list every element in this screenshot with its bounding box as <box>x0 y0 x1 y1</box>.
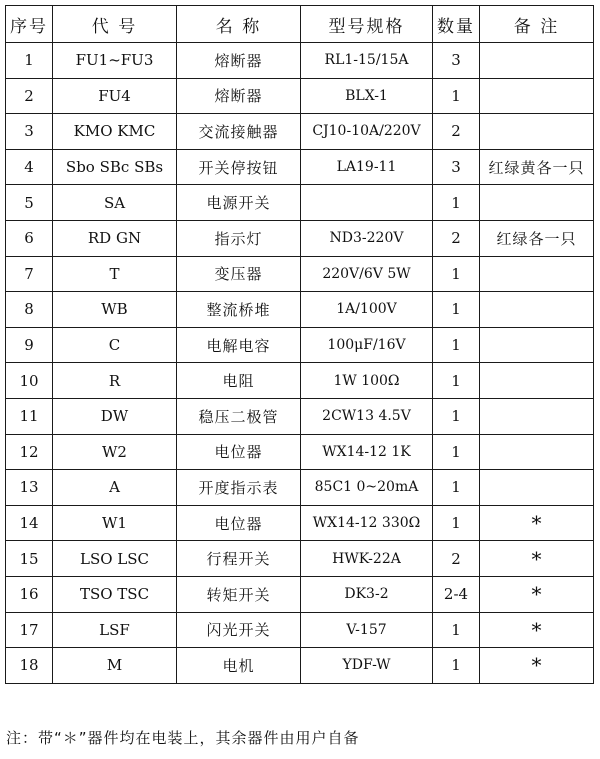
table-row <box>6 292 594 328</box>
table-row <box>6 149 594 185</box>
cell-model <box>301 185 433 221</box>
cell-qty: 1 <box>433 470 480 506</box>
cell-seq: 12 <box>6 434 53 470</box>
cell-name: 电位器 <box>177 505 301 541</box>
cell-remark: * <box>480 612 594 648</box>
cell-qty: 2-4 <box>433 576 480 612</box>
cell-name: 熔断器 <box>177 43 301 79</box>
cell-qty: 1 <box>433 78 480 114</box>
cell-code: W2 <box>53 434 177 470</box>
cell-model: 85C1 0~20mA <box>301 470 433 506</box>
cell-remark <box>480 363 594 399</box>
cell-name: 整流桥堆 <box>177 292 301 328</box>
cell-code: LSF <box>53 612 177 648</box>
table-row <box>6 363 594 399</box>
header-row <box>6 6 594 43</box>
cell-model: ND3-220V <box>301 220 433 256</box>
cell-model: V-157 <box>301 612 433 648</box>
cell-model: WX14-12 330Ω <box>301 505 433 541</box>
table-row <box>6 470 594 506</box>
header-remark: 备 注 <box>480 6 594 43</box>
parts-list-table <box>5 5 594 684</box>
cell-qty: 1 <box>433 327 480 363</box>
cell-qty: 1 <box>433 505 480 541</box>
cell-code: WB <box>53 292 177 328</box>
cell-seq: 3 <box>6 114 53 150</box>
cell-qty: 1 <box>433 363 480 399</box>
header-name: 名 称 <box>177 6 301 43</box>
table-row <box>6 78 594 114</box>
cell-seq: 7 <box>6 256 53 292</box>
cell-seq: 11 <box>6 398 53 434</box>
cell-seq: 5 <box>6 185 53 221</box>
cell-seq: 4 <box>6 149 53 185</box>
cell-remark <box>480 470 594 506</box>
cell-seq: 14 <box>6 505 53 541</box>
cell-model: 2CW13 4.5V <box>301 398 433 434</box>
cell-model: DK3-2 <box>301 576 433 612</box>
cell-qty: 3 <box>433 43 480 79</box>
cell-qty: 2 <box>433 541 480 577</box>
cell-code: T <box>53 256 177 292</box>
cell-model: RL1-15/15A <box>301 43 433 79</box>
table-row <box>6 327 594 363</box>
cell-seq: 13 <box>6 470 53 506</box>
cell-seq: 18 <box>6 648 53 684</box>
cell-seq: 2 <box>6 78 53 114</box>
table-row <box>6 398 594 434</box>
header-code: 代 号 <box>53 6 177 43</box>
table-row <box>6 185 594 221</box>
cell-qty: 3 <box>433 149 480 185</box>
cell-code: Sbo SBc SBs <box>53 149 177 185</box>
cell-qty: 1 <box>433 185 480 221</box>
cell-remark <box>480 78 594 114</box>
table-row <box>6 541 594 577</box>
cell-seq: 6 <box>6 220 53 256</box>
header-seq: 序号 <box>6 6 53 43</box>
cell-name: 转矩开关 <box>177 576 301 612</box>
cell-remark: 红绿各一只 <box>480 220 594 256</box>
cell-code: LSO LSC <box>53 541 177 577</box>
table-row <box>6 576 594 612</box>
cell-model: BLX-1 <box>301 78 433 114</box>
cell-remark <box>480 185 594 221</box>
cell-seq: 10 <box>6 363 53 399</box>
table-row <box>6 43 594 79</box>
cell-name: 行程开关 <box>177 541 301 577</box>
cell-remark <box>480 256 594 292</box>
cell-remark: 红绿黄各一只 <box>480 149 594 185</box>
cell-seq: 8 <box>6 292 53 328</box>
cell-qty: 1 <box>433 256 480 292</box>
table-row <box>6 612 594 648</box>
cell-code: RD GN <box>53 220 177 256</box>
cell-model: 1A/100V <box>301 292 433 328</box>
cell-remark: * <box>480 576 594 612</box>
table-row <box>6 505 594 541</box>
cell-qty: 1 <box>433 648 480 684</box>
cell-name: 开度指示表 <box>177 470 301 506</box>
cell-code: W1 <box>53 505 177 541</box>
table-row <box>6 220 594 256</box>
cell-model: 100μF/16V <box>301 327 433 363</box>
cell-model: LA19-11 <box>301 149 433 185</box>
cell-code: FU1~FU3 <box>53 43 177 79</box>
table-row <box>6 256 594 292</box>
cell-seq: 1 <box>6 43 53 79</box>
cell-name: 电阻 <box>177 363 301 399</box>
cell-name: 电解电容 <box>177 327 301 363</box>
cell-remark <box>480 327 594 363</box>
cell-code: FU4 <box>53 78 177 114</box>
cell-remark: * <box>480 648 594 684</box>
table-row <box>6 648 594 684</box>
cell-qty: 1 <box>433 612 480 648</box>
cell-name: 交流接触器 <box>177 114 301 150</box>
cell-code: KMO KMC <box>53 114 177 150</box>
cell-name: 变压器 <box>177 256 301 292</box>
cell-seq: 17 <box>6 612 53 648</box>
cell-code: M <box>53 648 177 684</box>
cell-remark: * <box>480 505 594 541</box>
cell-remark <box>480 292 594 328</box>
cell-code: TSO TSC <box>53 576 177 612</box>
cell-remark <box>480 434 594 470</box>
cell-name: 指示灯 <box>177 220 301 256</box>
cell-code: R <box>53 363 177 399</box>
table-row <box>6 114 594 150</box>
cell-name: 闪光开关 <box>177 612 301 648</box>
cell-remark <box>480 43 594 79</box>
cell-name: 电机 <box>177 648 301 684</box>
footnote: 注：带“＊”器件均在电装上，其余器件由用户自备 <box>6 729 360 747</box>
cell-qty: 1 <box>433 398 480 434</box>
cell-qty: 2 <box>433 220 480 256</box>
cell-remark: * <box>480 541 594 577</box>
cell-code: DW <box>53 398 177 434</box>
cell-name: 电源开关 <box>177 185 301 221</box>
cell-model: WX14-12 1K <box>301 434 433 470</box>
cell-remark <box>480 398 594 434</box>
cell-name: 稳压二极管 <box>177 398 301 434</box>
cell-model: 1W 100Ω <box>301 363 433 399</box>
table-row <box>6 434 594 470</box>
cell-model: YDF-W <box>301 648 433 684</box>
cell-model: HWK-22A <box>301 541 433 577</box>
cell-remark <box>480 114 594 150</box>
cell-code: A <box>53 470 177 506</box>
cell-code: C <box>53 327 177 363</box>
header-model: 型号规格 <box>301 6 433 43</box>
cell-code: SA <box>53 185 177 221</box>
cell-qty: 2 <box>433 114 480 150</box>
cell-qty: 1 <box>433 434 480 470</box>
cell-seq: 16 <box>6 576 53 612</box>
cell-model: CJ10-10A/220V <box>301 114 433 150</box>
cell-seq: 9 <box>6 327 53 363</box>
cell-qty: 1 <box>433 292 480 328</box>
cell-name: 电位器 <box>177 434 301 470</box>
cell-name: 开关停按钮 <box>177 149 301 185</box>
cell-model: 220V/6V 5W <box>301 256 433 292</box>
cell-seq: 15 <box>6 541 53 577</box>
header-qty: 数量 <box>433 6 480 43</box>
cell-name: 熔断器 <box>177 78 301 114</box>
